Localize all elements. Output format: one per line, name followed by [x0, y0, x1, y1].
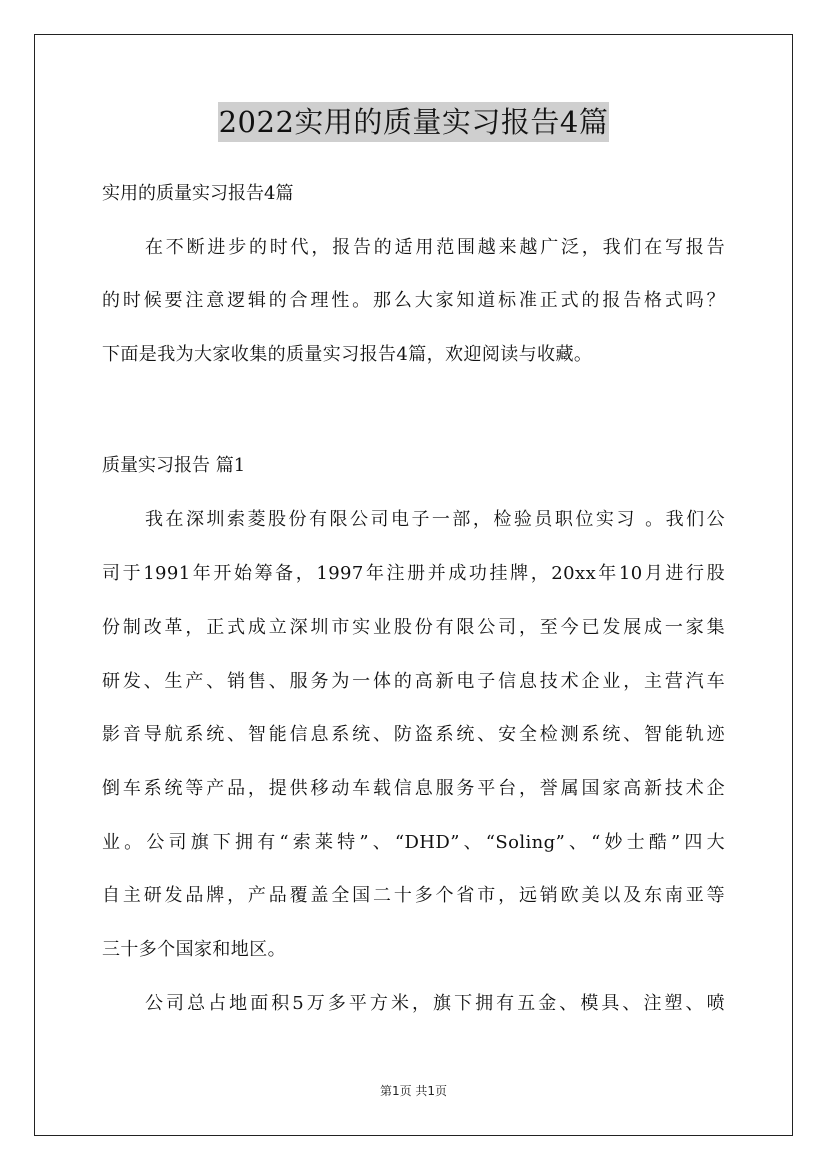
section-line: 三十多个国家和地区。	[102, 939, 286, 960]
section-line: 影音导航系统、智能信息系统、防盗系统、安全检测系统、智能轨迹	[102, 724, 725, 745]
next-paragraph-line: 公司总占地面积5万多平方米，旗下拥有五金、模具、注塑、喷	[145, 993, 725, 1014]
intro-line: 下面是我为大家收集的质量实习报告4篇，欢迎阅读与收藏。	[102, 344, 593, 365]
section-line: 自主研发品牌，产品覆盖全国二十多个省市，远销欧美以及东南亚等	[102, 885, 725, 906]
section-line: 研发、生产、销售、服务为一体的高新电子信息技术企业，主营汽车	[102, 671, 725, 692]
document-subtitle: 实用的质量实习报告4篇	[102, 183, 294, 204]
title-container	[0, 102, 827, 142]
section-line: 司于1991年开始筹备，1997年注册并成功挂牌，20xx年10月进行股	[102, 563, 725, 584]
section-line: 份制改革，正式成立深圳市实业股份有限公司，至今已发展成一家集	[102, 617, 725, 638]
intro-line: 在不断进步的时代，报告的适用范围越来越广泛，我们在写报告	[145, 237, 725, 258]
section-line: 我在深圳索菱股份有限公司电子一部，检验员职位实习 。我们公	[145, 509, 725, 530]
intro-line: 的时候要注意逻辑的合理性。那么大家知道标准正式的报告格式吗？	[102, 290, 725, 311]
section-heading: 质量实习报告 篇1	[102, 455, 246, 476]
document-title: 2022实用的质量实习报告4篇	[218, 102, 610, 142]
section-line: 倒车系统等产品，提供移动车载信息服务平台，誉属国家高新技术企	[102, 778, 725, 799]
section-line: 业。公司旗下拥有“索莱特”、“DHD”、“Soling”、“妙士酷”四大	[102, 832, 725, 853]
page-footer: 第1页 共1页	[379, 1084, 448, 1098]
